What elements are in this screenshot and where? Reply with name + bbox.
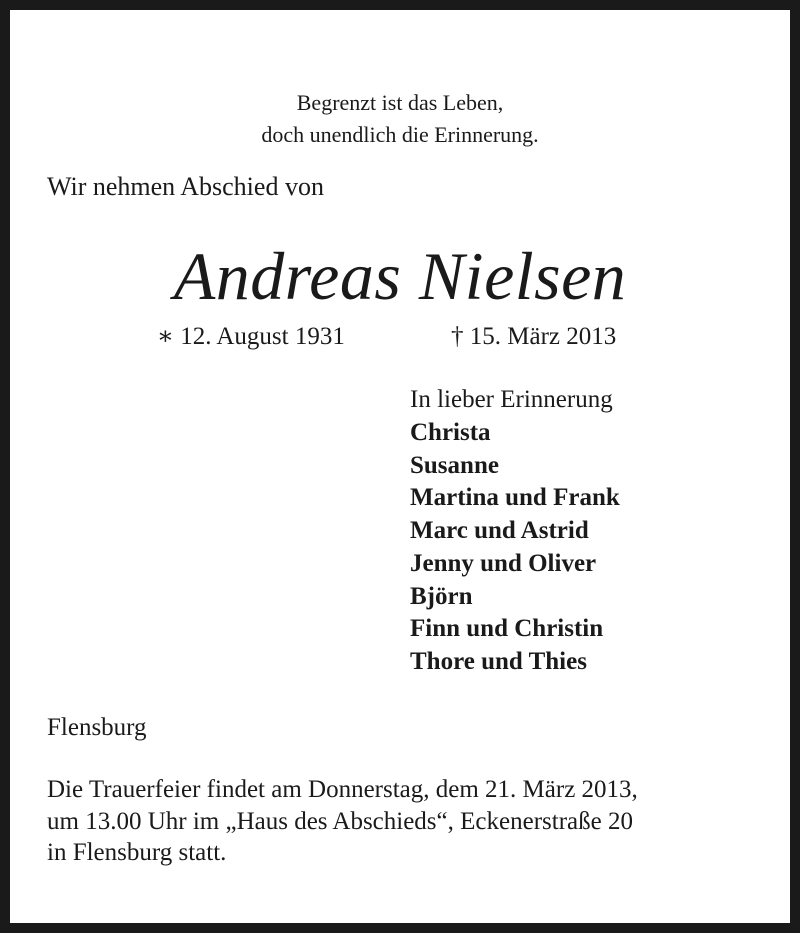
city-name: Flensburg	[47, 714, 147, 741]
mourners-heading: In lieber Erinnerung	[410, 386, 613, 413]
deceased-name: Andreas Nielsen	[173, 238, 627, 314]
mourner-name: Martina und Frank	[410, 484, 620, 512]
quote-line-1: Begrenzt ist das Leben,	[296, 90, 504, 115]
intro-text: Wir nehmen Abschied von	[47, 172, 324, 201]
mourner-name: Marc und Astrid	[410, 517, 589, 545]
service-line-3: in Flensburg statt.	[47, 839, 227, 866]
funeral-service-info	[47, 774, 638, 869]
death-date: † 15. März 2013	[451, 323, 617, 350]
mourner-name: Susanne	[410, 451, 499, 479]
mourner-name: Christa	[410, 419, 491, 446]
service-line-1: Die Trauerfeier findet am Donnerstag, dem 21. März 2013,	[47, 776, 638, 803]
mourner-name: Finn und Christin	[410, 615, 604, 643]
birth-date: ∗ 12. August 1931	[157, 323, 345, 350]
mourner-name: Björn	[410, 582, 473, 610]
mourners-block	[410, 383, 620, 679]
quote-line-2: doch unendlich die Erinnerung.	[261, 122, 539, 147]
mourner-name: Jenny und Oliver	[410, 549, 597, 577]
service-line-2: um 13.00 Uhr im „Haus des Abschieds“, Eckenerstraße 20	[47, 807, 633, 835]
mourner-name: Thore und Thies	[410, 647, 587, 675]
epitaph-quote	[10, 87, 790, 151]
mourners-list	[410, 417, 620, 679]
